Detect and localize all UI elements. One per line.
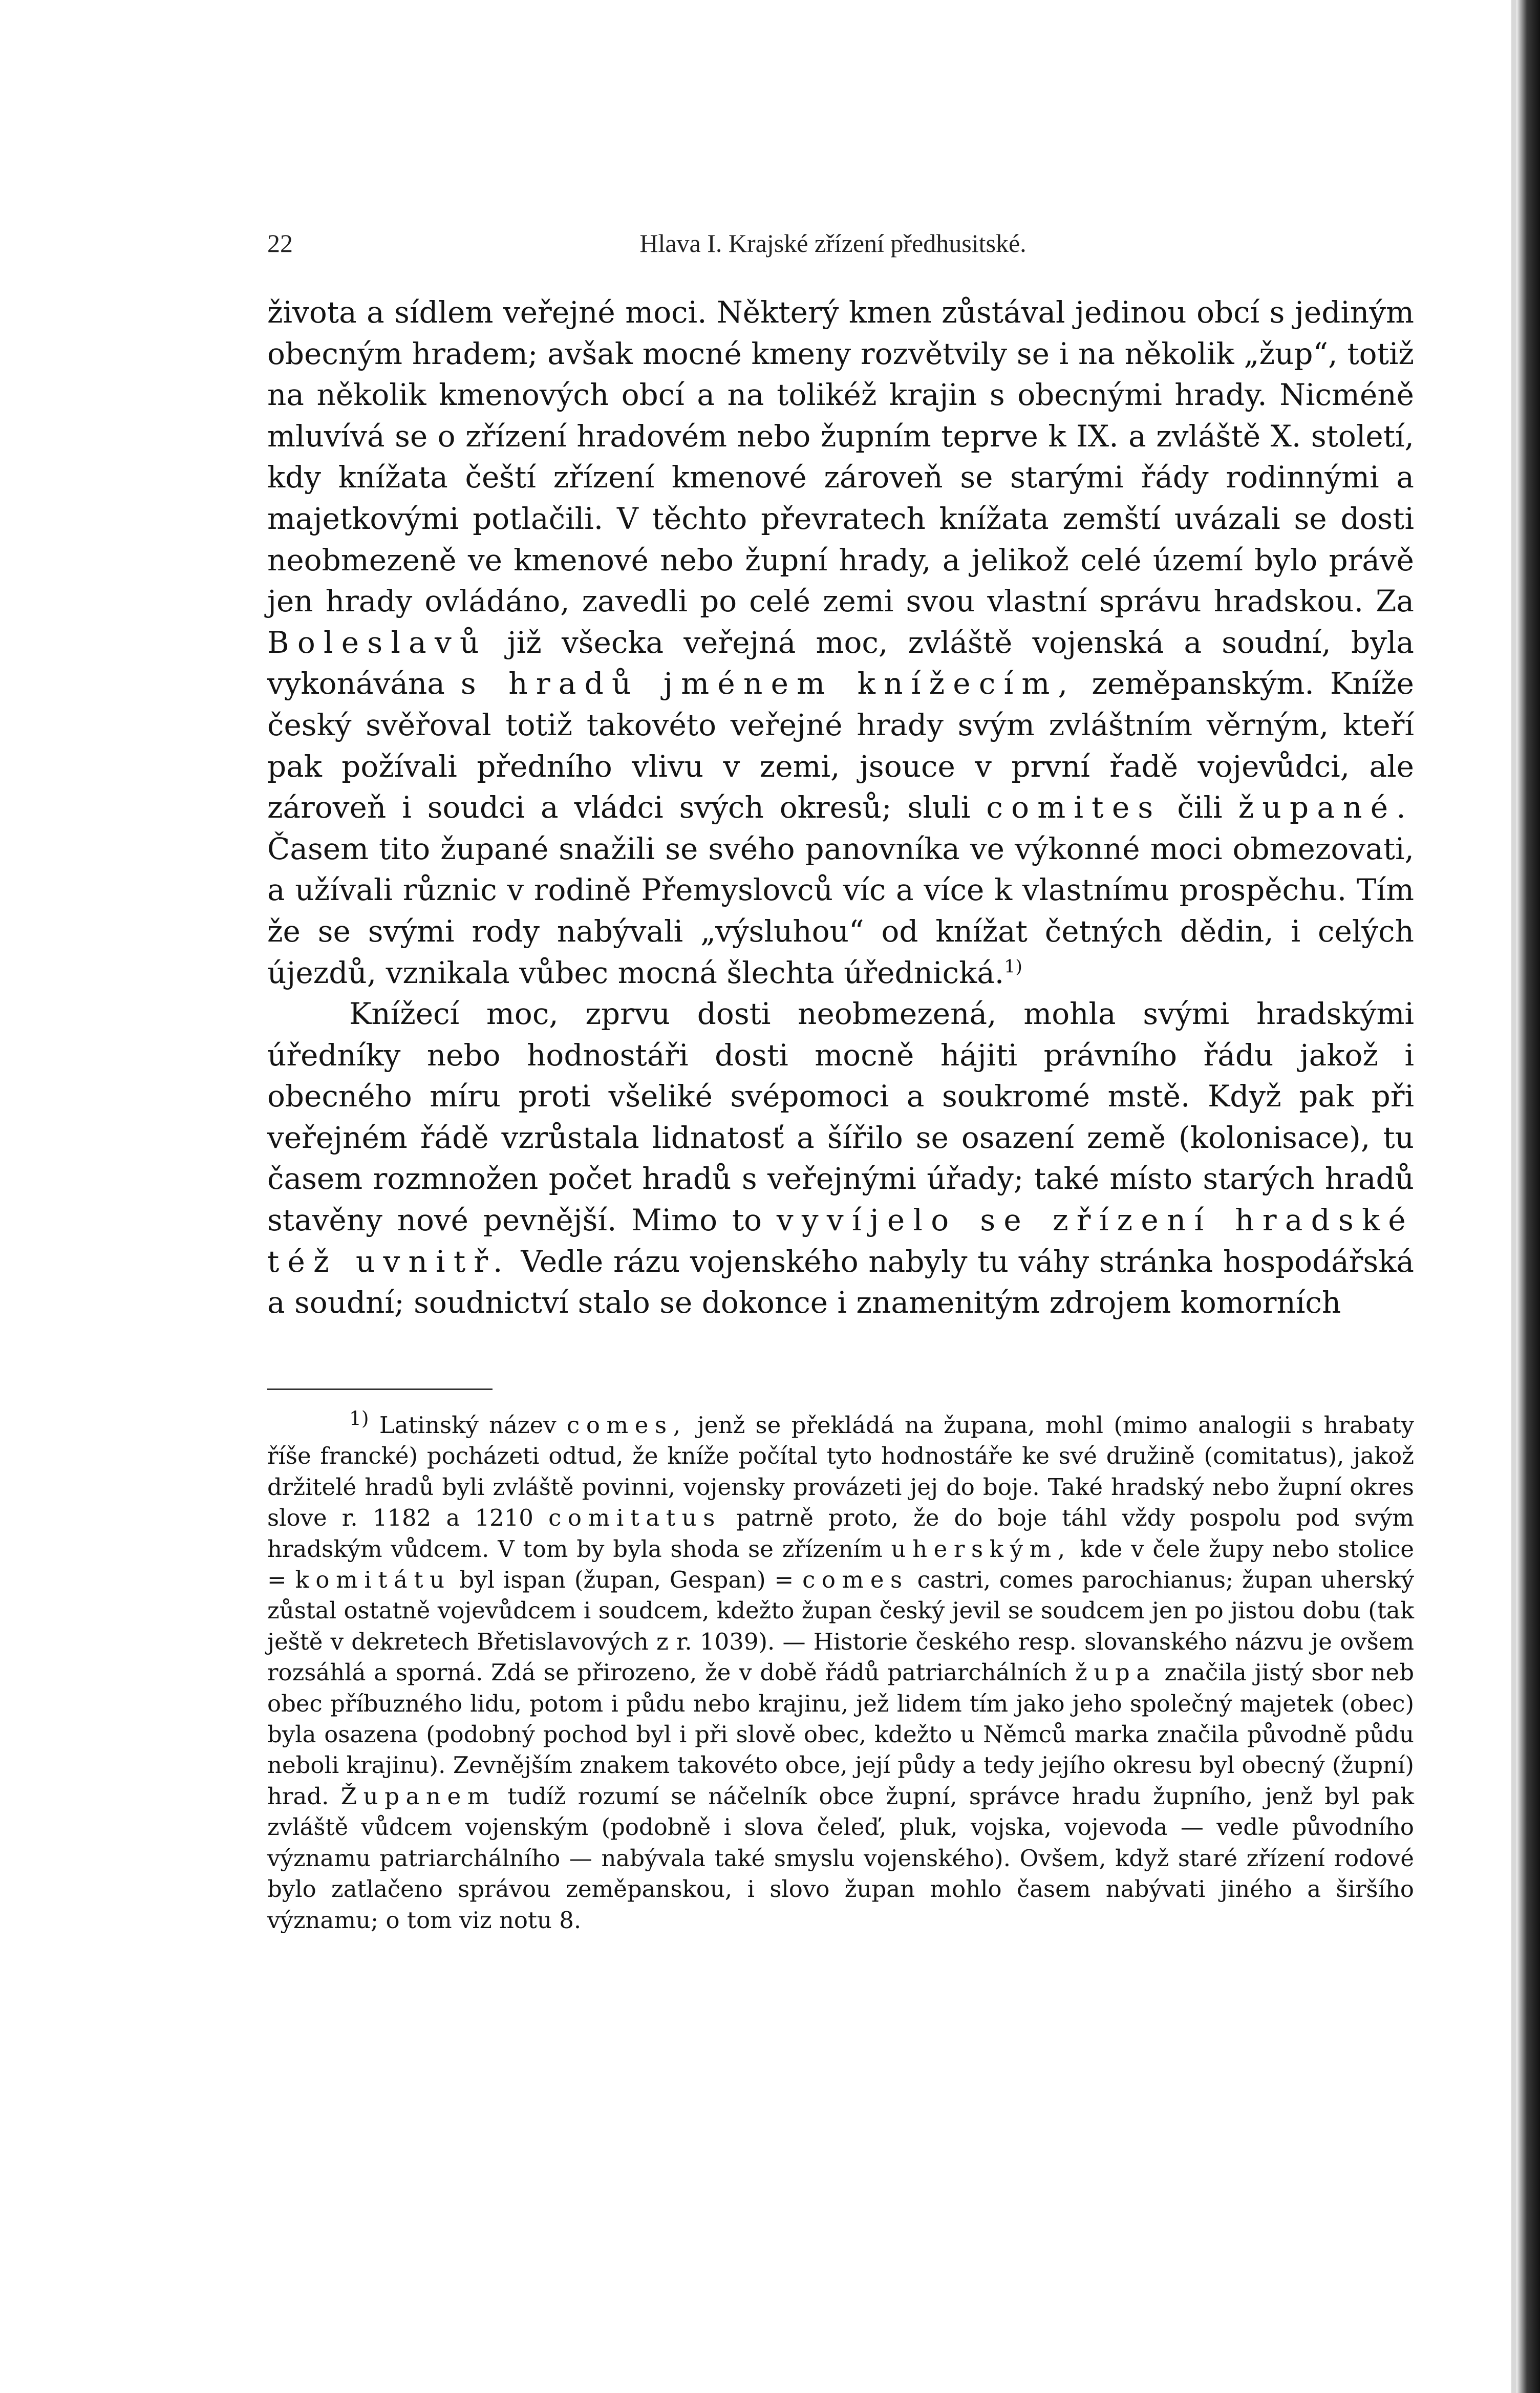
paragraph — [267, 993, 1414, 1323]
text-run: jenž se překládá na župana, mohl (mimo analogii s hrabaty říše francké) pocházeti odtud, že kníže počítal tyto hodnostáře ke své družině (comitatus), jakož držitelé hradů byli zvláště povinni, vojensky provázeti jej do boje. Také hradský nebo župní okres slove r. 1182 a 1210 — [267, 1412, 1415, 1532]
text-run: tudíž rozumí se náčelník obce župní, správce hradu župního, jenž byl pak zvláště vůdcem vojenským (podobně i slova čeleď, pluk, vojska, vojevoda — vedle původního významu patriarchálního — nabývala také smyslu vojenského). Ovšem, když staré zřízení rodové bylo zatlačeno správou zeměpanskou, i slovo župan mohlo časem nabývati jiného a širšího významu; o tom viz notu 8. — [267, 1782, 1414, 1934]
spaced-emphasis: comes — [802, 1566, 909, 1594]
spaced-emphasis: vyvíjelo se zřízení hradské též uvnitř. — [267, 1203, 1414, 1279]
footnote-marker: 1) — [349, 1407, 369, 1429]
spaced-emphasis: comitatus — [548, 1504, 721, 1532]
spaced-emphasis: Boleslavů — [267, 625, 487, 660]
text-run: značila jistý sbor neb obec příbuzného lidu, potom i půdu nebo krajinu, jež lidem tím jako jeho společný majetek (obec) byla osazena (podobný pochod byl i při slově obec, kdežto u Němců marka značila původně půdu neboli krajinu). Zevnějším znakem takovéto obce, její půdy a tedy jejího okresu byl obecný (župní) hrad. — [267, 1659, 1414, 1810]
text-run: kde v čele župy nebo stolice = — [267, 1535, 1414, 1594]
page-number: 22 — [267, 229, 293, 258]
footnote-text — [267, 1412, 1414, 1934]
spaced-emphasis: župa — [1075, 1659, 1157, 1686]
spaced-emphasis: komitátu — [295, 1566, 451, 1594]
spaced-emphasis: comes, — [567, 1412, 687, 1439]
footnote-reference: 1) — [1004, 956, 1022, 977]
spaced-emphasis: uherským, — [891, 1535, 1072, 1563]
footnote — [267, 1403, 1414, 1936]
text-run: čili — [1161, 790, 1238, 825]
text-run: zeměpanským. Kníže český svěřoval totiž takovéto veřejné hrady svým zvláštním věrným, kteří pak požívali předního vlivu v zemi, jsouce v první řadě vojevůdci, ale zároveň i soudci a vládci svých okresů; sluli — [267, 666, 1415, 825]
running-header — [267, 225, 1414, 261]
text-run: Knížecí moc, zprvu dosti neobmezená, mohla svými hradskými úředníky nebo hodnostáři dosti mocně hájiti právního řádu jakož i obecného míru proti všeliké svépomoci a soukromé mstě. Když pak při veřejném řádě vzrůstala lidnatosť a šířilo se osazení země (kolonisace), tu časem rozmnožen počet hradů s veřejnými úřady; také místo starých hradů stavěny nové pevnější. Mimo to — [267, 996, 1414, 1238]
spaced-emphasis: Županem — [340, 1782, 496, 1810]
text-run: patrně proto, že do boje táhl vždy pospolu pod svým hradským vůdcem. V tom by byla shoda se zřízením — [267, 1504, 1414, 1563]
spaced-emphasis: comites — [986, 790, 1162, 825]
running-title: Hlava I. Krajské zřízení předhusitské. — [639, 229, 1026, 258]
text-run: již všecka veřejná moc, zvláště vojenská a soudní, byla vykonávána — [267, 625, 1414, 701]
text-run: života a sídlem veřejné moci. Některý kmen zůstával jedinou obcí s jediným obecným hradem; avšak mocné kmeny rozvětvily se i na několik „žup“, totiž na několik kmenových obcí a na tolikéž krajin s obecnými hrady. Nicméně mluvívá se o zřízení hradovém nebo župním teprve k IX. a zvláště X. století, kdy knížata čeští zřízení kmenové zároveň se starými řády rodinnými a majetkovými potlačili. V těchto převratech knížata zemští uvázali se dosti neobmezeně ve kmenové nebo župní hrady, a jelikož celé území bylo právě jen hrady ovládáno, zavedli po celé zemi svou vlastní správu hradskou. Za — [267, 295, 1414, 619]
page-binding-shadow — [1511, 0, 1516, 2393]
footnotes — [267, 1403, 1414, 1936]
text-run: castri, comes parochianus; župan uherský zůstal ostatně vojevůdcem i soudcem, kdežto župan český jevil se soudcem jen po jistou dobu (tak ještě v dekretech Břetislavových z r. 1039). — Historie českého resp. slovanského názvu je ovšem rozsáhlá a sporná. Zdá se přirozeno, že v době řádů patriarchálních — [267, 1566, 1415, 1686]
text-run: Vedle rázu vojenského nabyly tu váhy stránka hospodářská a soudní; soudnictví stalo se dokonce i znamenitým zdrojem komorních — [267, 1244, 1414, 1320]
text-run: byl ispan (župan, Gespan) = — [451, 1566, 803, 1594]
spaced-emphasis: s hradů jménem knížecím, — [460, 666, 1076, 701]
page-binding-edge — [1516, 0, 1540, 2393]
text-run: Časem tito župané snažili se svého panovníka ve výkonné moci obmezovati, a užívali různic v rodině Přemyslovců víc a více k vlastnímu prospěchu. Tím že se svými rody nabývali „výsluhou“ od knížat četných dědin, i celých újezdů, vznikala vůbec mocná šlechta úřednická. — [267, 831, 1414, 990]
main-text — [267, 292, 1414, 1323]
footnote-separator — [267, 1388, 493, 1390]
spaced-emphasis: župané. — [1238, 790, 1414, 825]
text-run: Latinský název — [369, 1412, 567, 1439]
paragraph — [267, 292, 1414, 993]
